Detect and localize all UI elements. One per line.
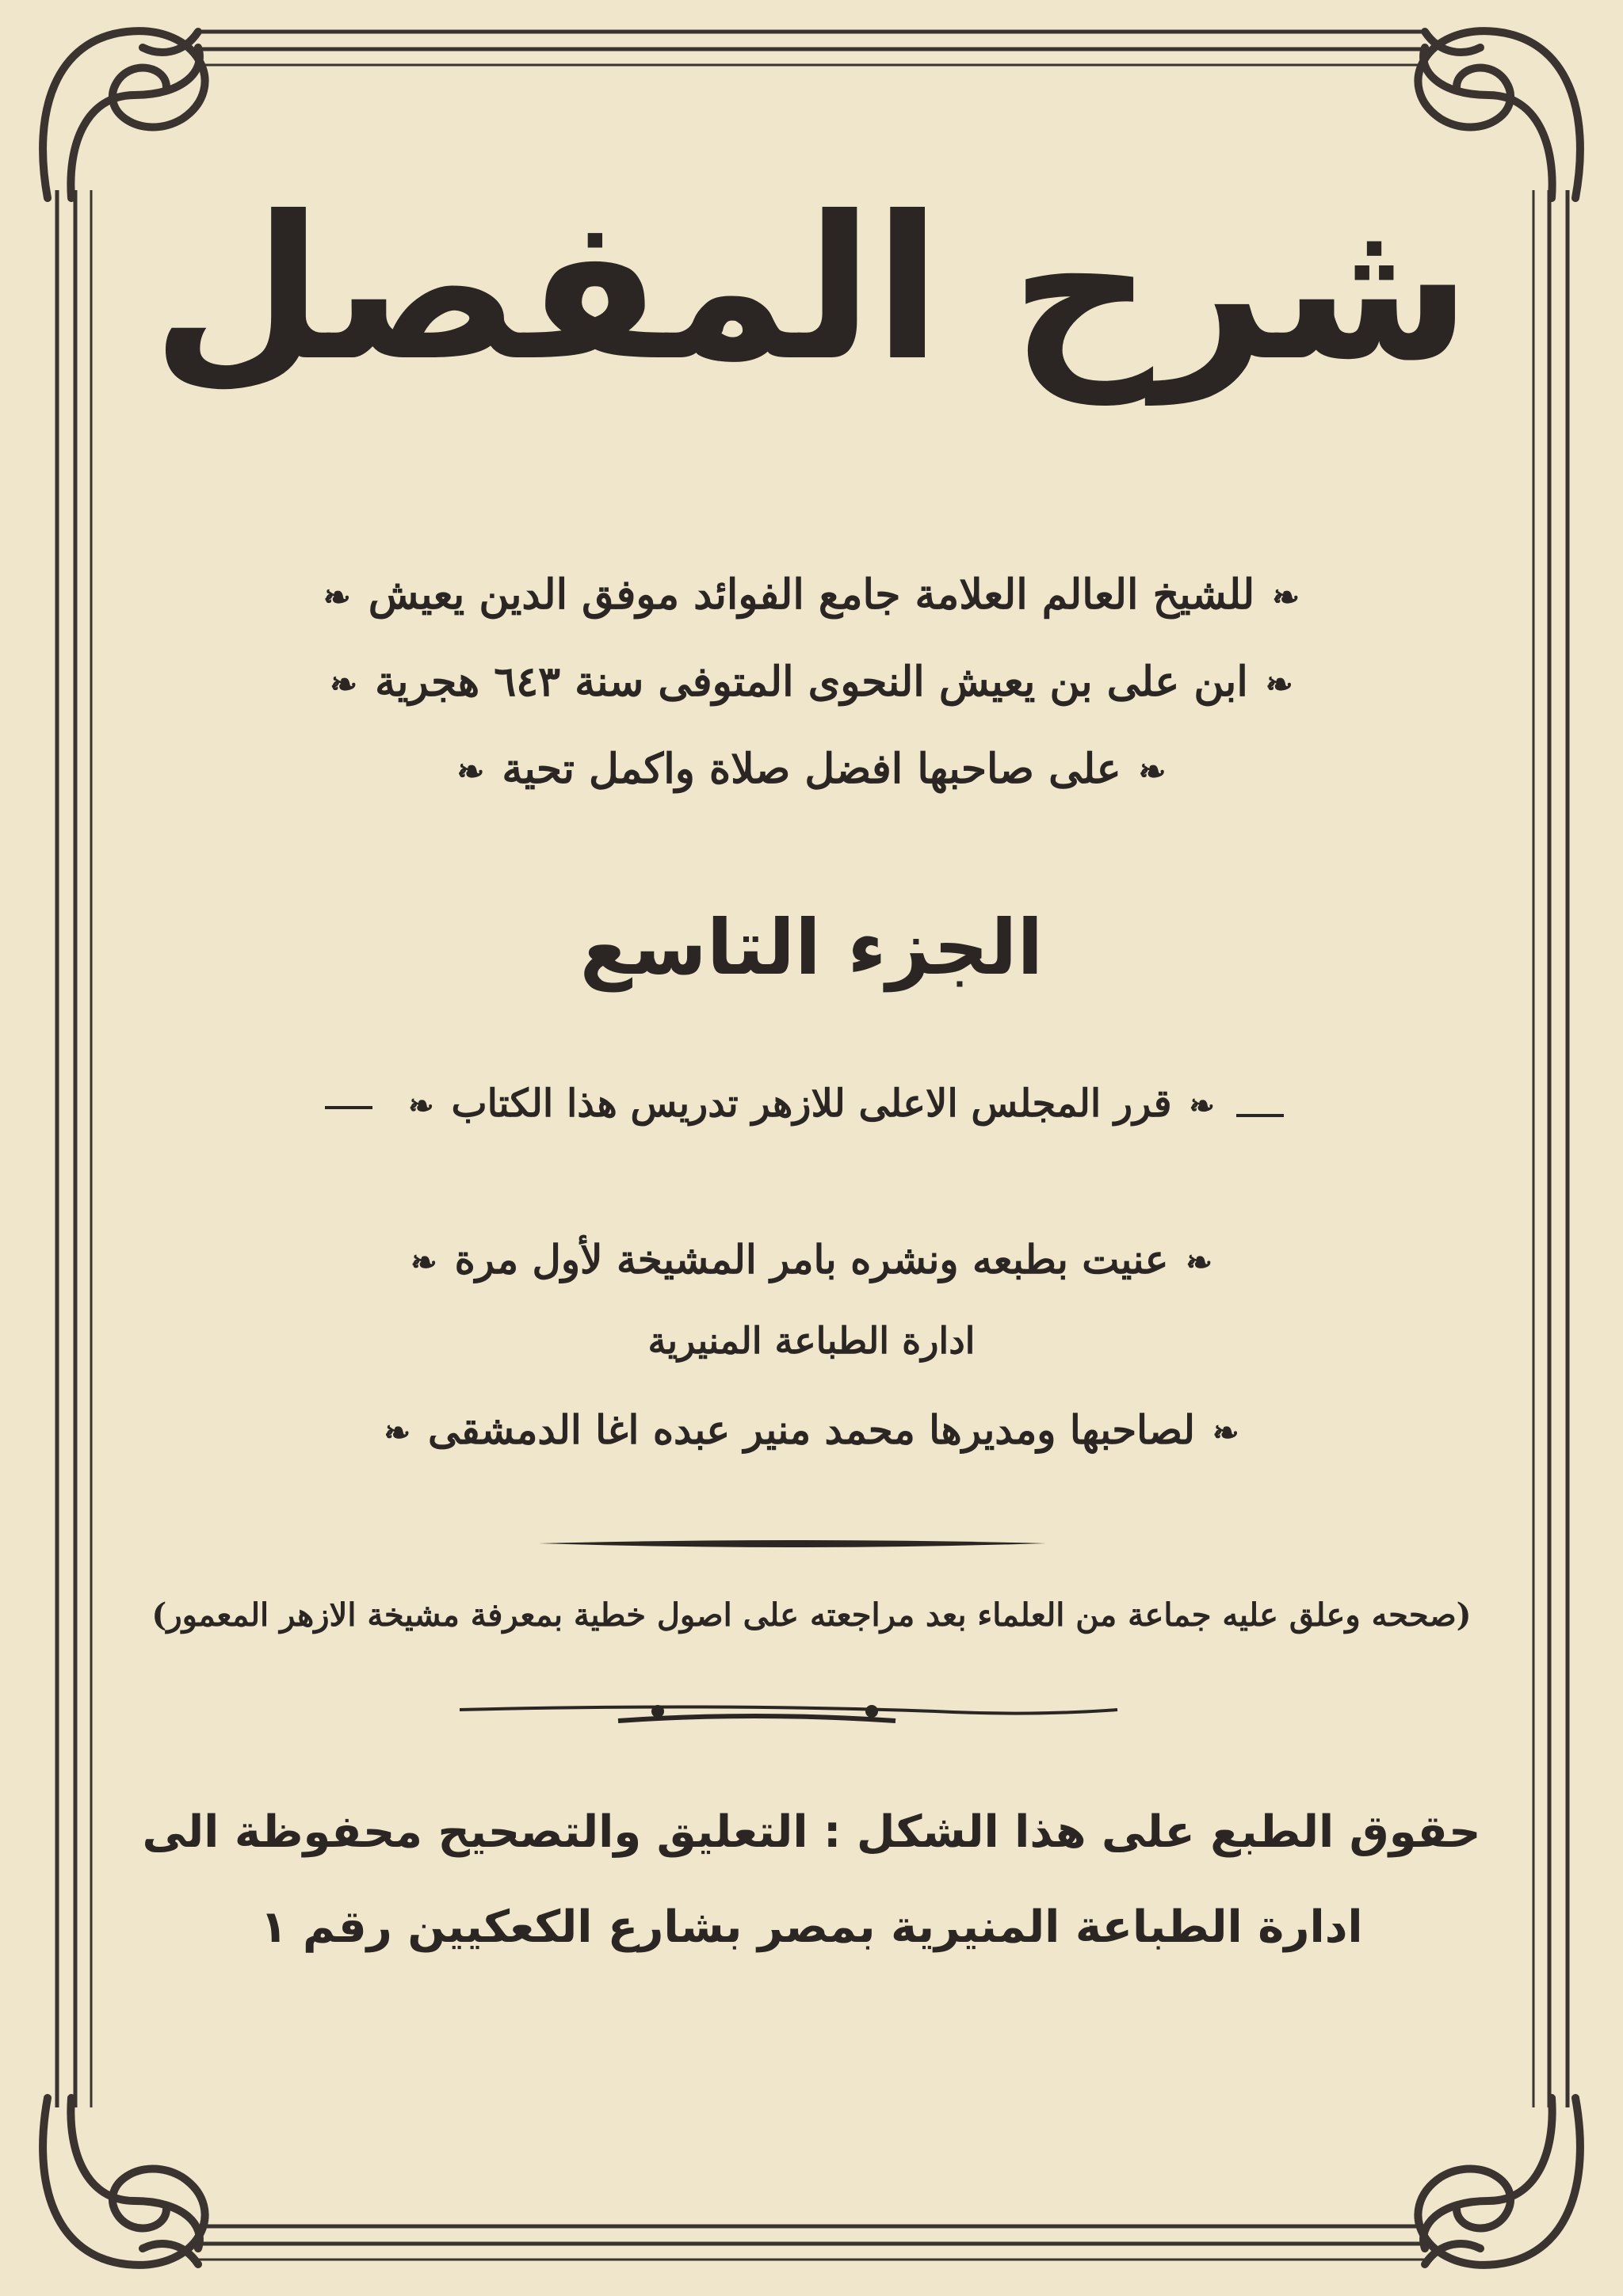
author-line-1: ❧ للشيخ العالم العلامة جامع الفوائد موفق الدين يعيش ❧: [0, 570, 1623, 619]
divider-rule-2: [460, 1707, 1117, 1721]
copyright-line-2: ادارة الطباعة المنيرية بمصر بشارع الكعكيين رقم ١: [260, 1901, 1363, 1953]
copyright-line-1: حقوق الطبع على هذا الشكل : التعليق والتصحيح محفوظة الى: [142, 1806, 1481, 1858]
author-line-2: ❧ ابن على بن يعيش النحوى المتوفى سنة ٦٤٣ هجرية ❧: [0, 658, 1623, 706]
publisher-line-3: ❧ لصاحبها ومديرها محمد منير عبده اغا الدمشقى ❧: [0, 1406, 1623, 1453]
ornament-icon: ❧: [408, 1089, 434, 1124]
ornament-icon: ❧: [323, 578, 351, 616]
author-line-3: ❧ على صاحبها افضل صلاة واكمل تحية ❧: [0, 745, 1623, 793]
decree-line: ❧ قرر المجلس الاعلى للازهر تدريس هذا الكتاب ❧: [0, 1081, 1623, 1126]
ornament-icon: ❧: [330, 665, 358, 704]
ornament-icon: ❧: [456, 752, 485, 791]
volume-title: الجزء التاسع: [579, 903, 1044, 992]
divider-rule-1: [539, 1540, 1046, 1547]
ornament-icon: ❧: [384, 1414, 411, 1451]
ornament-icon: ❧: [411, 1244, 437, 1281]
book-title: شرح المفصل: [151, 174, 1472, 404]
ornament-icon: ❧: [1272, 578, 1300, 616]
ornament-icon: ❧: [1265, 665, 1293, 704]
ornament-icon: ❧: [1186, 1244, 1212, 1281]
publisher-line-2: ادارة الطباعة المنيرية: [647, 1319, 976, 1362]
ornament-icon: ❧: [1189, 1089, 1215, 1124]
editorial-note: (صححه وعلق عليه جماعة من العلماء بعد مراجعته على اصول خطية بمعرفة مشيخة الازهر المعمور): [151, 1596, 1472, 1634]
publisher-line-1: ❧ عنيت بطبعه ونشره بامر المشيخة لأول مرة ❧: [0, 1236, 1623, 1283]
corner-ornament-bottom-right: [1418, 2098, 1579, 2265]
ornament-icon: ❧: [1138, 752, 1167, 791]
corner-ornament-bottom-left: [43, 2098, 204, 2265]
ornament-icon: ❧: [1212, 1414, 1239, 1451]
